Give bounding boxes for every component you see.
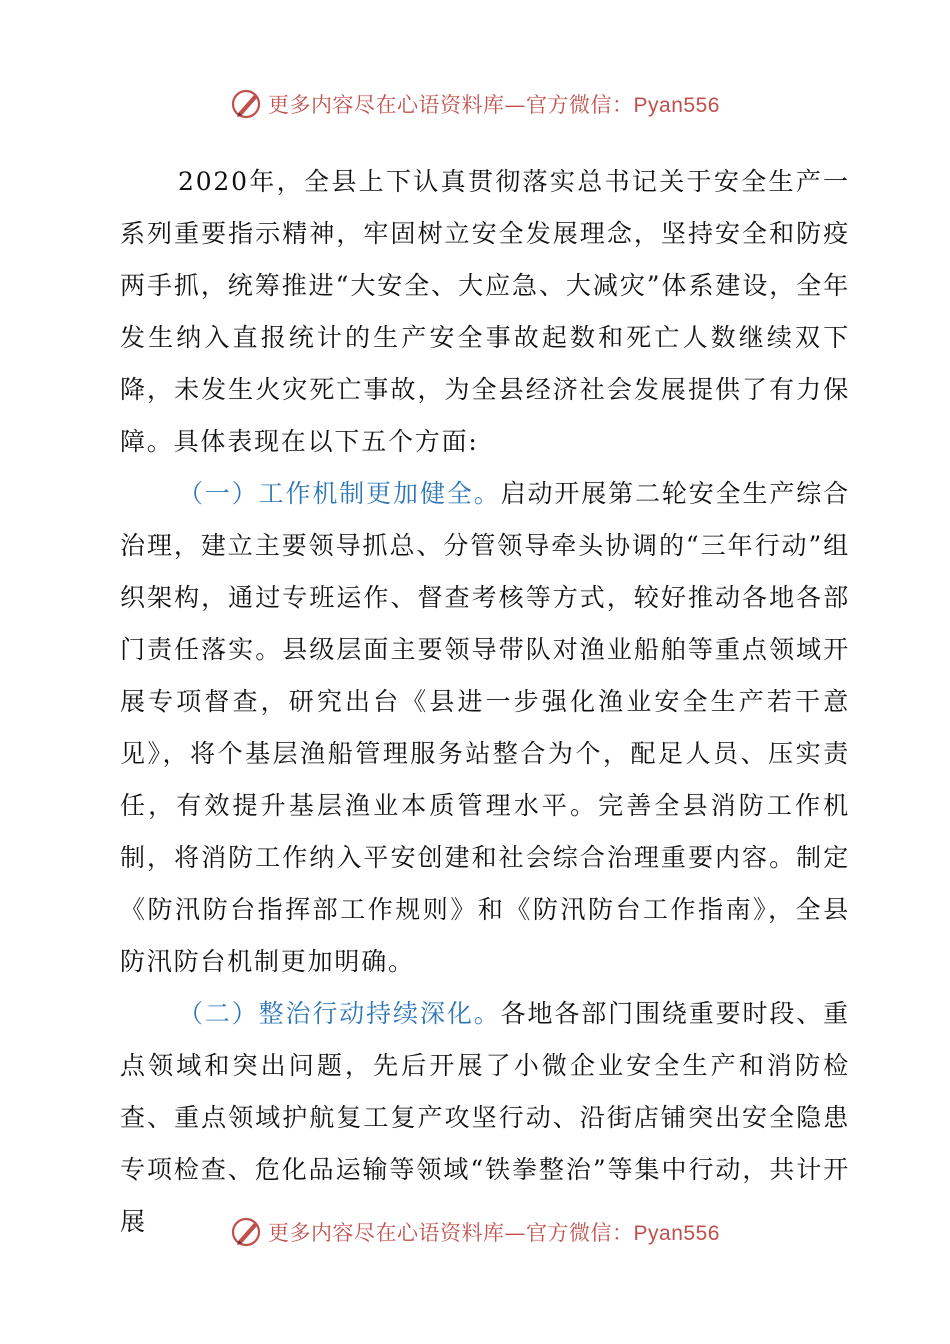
paragraph-rectification bbox=[120, 988, 850, 1248]
section-heading-1: （一）工作机制更加健全。 bbox=[178, 479, 501, 508]
section-heading-2: （二）整治行动持续深化。 bbox=[178, 999, 501, 1028]
header-banner bbox=[0, 84, 950, 124]
banner-wechat-label: 官方微信： bbox=[526, 93, 634, 117]
section-body-1: 启动开展第二轮安全生产综合治理，建立主要领导抓总、分管领导牵头协调的“三年行动”组织架构，通过专班运作、督查考核等方式，较好推动各地各部门责任落实。县级层面主要领导带队对渔业船舶等重点领域开展专项督查，研究出台《县进一步强化渔业安全生产若干意见》，将个基层渔船管理服务站整合为个，配足人员、压实责任，有效提升基层渔业本质管理水平。完善全县消防工作机制，将消防工作纳入平安创建和社会综合治理重要内容。制定《防汛防台指挥部工作规则》和《防汛防台工作指南》，全县防汛防台机制更加明确。 bbox=[120, 479, 850, 976]
document-body bbox=[120, 156, 850, 1248]
pen-logo-icon bbox=[230, 87, 264, 121]
footer-banner bbox=[0, 1212, 950, 1252]
section-body-2: 各地各部门围绕重要时段、重点领域和突出问题，先后开展了小微企业安全生产和消防检查、重点领域护航复工复产攻坚行动、沿街店铺突出安全隐患专项检查、危化品运输等领域“铁拳整治”等集中行动，共计开展 bbox=[120, 999, 850, 1236]
banner-brand: 更多内容尽在心语资料库 bbox=[268, 93, 505, 117]
paragraph-intro: 2020年，全县上下认真贯彻落实总书记关于安全生产一系列重要指示精神，牢固树立安全发展理念，坚持安全和防疫两手抓，统筹推进“大安全、大应急、大减灾”体系建设，全年发生纳入直报统计的生产安全事故起数和死亡人数继续双下降，未发生火灾死亡事故，为全县经济社会发展提供了有力保障。具体表现在以下五个方面: bbox=[120, 167, 850, 456]
banner-text bbox=[268, 1217, 720, 1247]
banner-separator: — bbox=[504, 1221, 527, 1245]
pen-logo-icon bbox=[230, 1215, 264, 1249]
banner-brand: 更多内容尽在心语资料库 bbox=[268, 1221, 505, 1245]
banner-wechat-id: Pyan556 bbox=[633, 94, 720, 117]
banner-separator: — bbox=[504, 93, 527, 117]
banner-wechat-id: Pyan556 bbox=[633, 1222, 720, 1245]
banner-text bbox=[268, 89, 720, 119]
banner-wechat-label: 官方微信： bbox=[526, 1221, 634, 1245]
paragraph-work-mechanism bbox=[120, 468, 850, 988]
